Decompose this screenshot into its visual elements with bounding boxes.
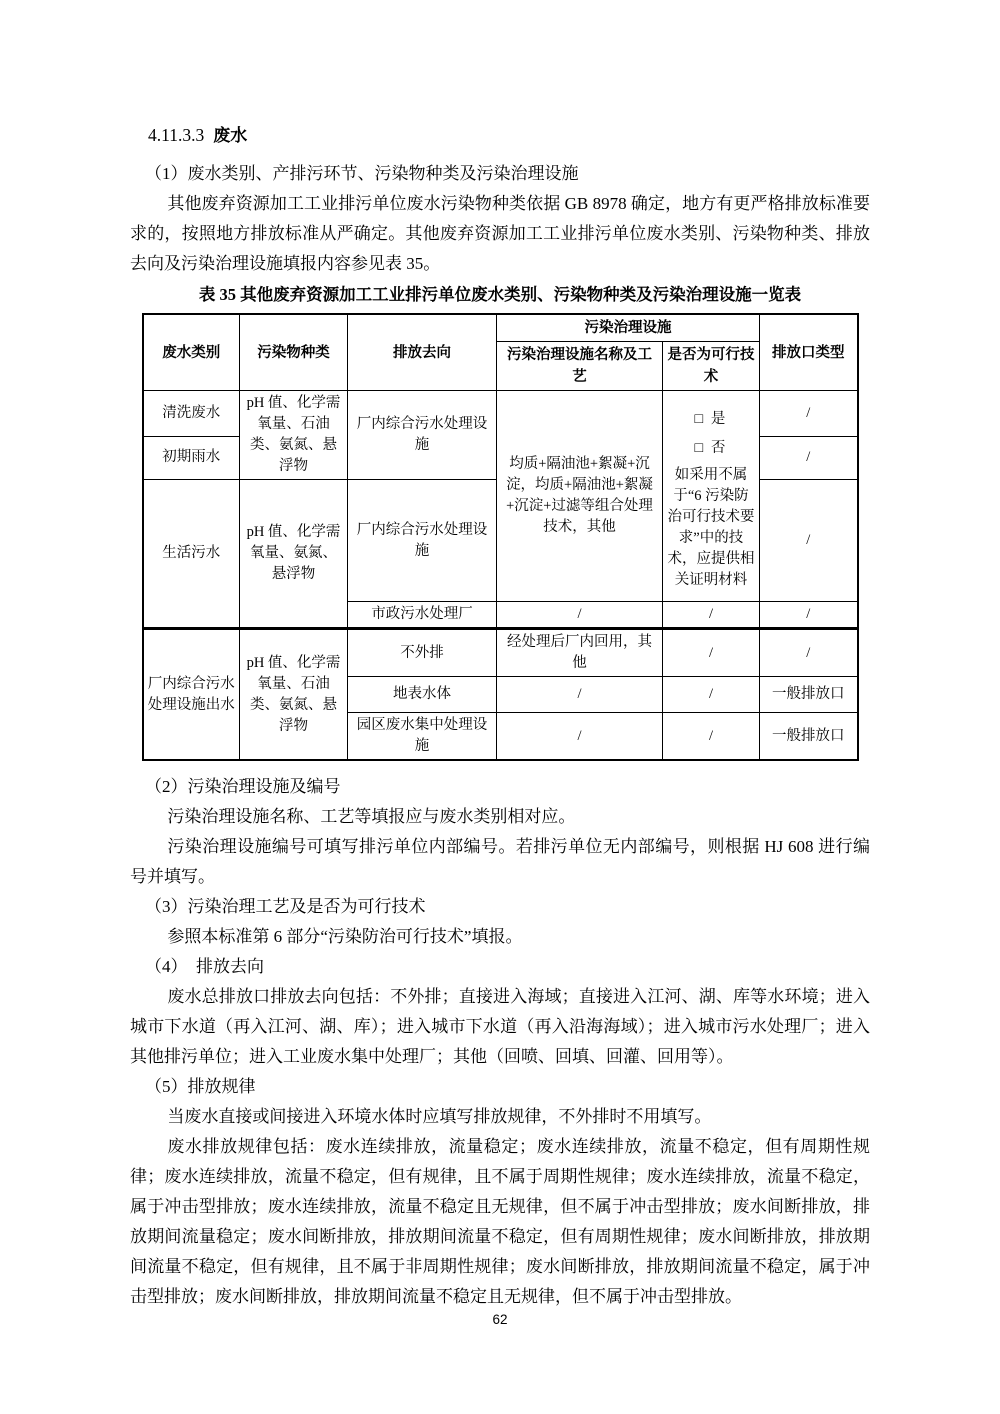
header-facility-name-process: 污染治理设施名称及工艺 xyxy=(497,342,663,391)
cell-process-reuse: 经处理后厂内回用，其他 xyxy=(497,629,663,677)
paragraph-4: 废水总排放口排放去向包括：不外排；直接进入海域；直接进入江河、湖、库等水环境；进入城市下水道（再入江河、湖、库）；进入城市下水道（再入沿海海域）；进入城市污水处理厂；进入其他排污单位；进入工业废水集中处理厂；其他（回喷、回填、回灌、回用等）。 xyxy=(130,987,870,1066)
cell-feasible-tech xyxy=(663,391,760,602)
cell-process-slash-2: / xyxy=(497,677,663,713)
cell-outlet-slash-1: / xyxy=(760,391,858,437)
cell-outlet-slash-2: / xyxy=(760,436,858,479)
list-item-3: （3）污染治理工艺及是否为可行技术 xyxy=(145,897,426,916)
table-35 xyxy=(142,313,859,761)
cell-outlet-slash-4: / xyxy=(760,602,858,629)
cell-outlet-general-2: 一般排放口 xyxy=(760,713,858,761)
cell-pollutants-effluent: pH 值、化学需氧量、石油类、氨氮、悬浮物 xyxy=(240,629,348,761)
cell-outlet-slash-5: / xyxy=(760,629,858,677)
cell-dest-nodischarge: 不外排 xyxy=(348,629,497,677)
feasible-no-checkbox: □ 否 xyxy=(694,439,728,456)
cell-type-effluent: 厂内综合污水处理设施出水 xyxy=(143,629,240,761)
cell-dest-factory-2: 厂内综合污水处理设施 xyxy=(348,480,497,602)
paragraph-5a: 当废水直接或间接进入环境水体时应填写排放规律，不外排时不用填写。 xyxy=(167,1107,712,1126)
section-number: 4.11.3.3 xyxy=(148,125,205,145)
table-row-effluent-nodischarge xyxy=(143,629,858,677)
cell-dest-surface: 地表水体 xyxy=(348,677,497,713)
feasible-note: 如采用不属于“6 污染防治可行技术要求”中的技术，应提供相关证明材料 xyxy=(667,466,755,588)
table-header-row-1 xyxy=(143,314,858,342)
table-caption: 表 35 其他废弃资源加工工业排污单位废水类别、污染物种类及污染治理设施一览表 xyxy=(198,285,802,304)
cell-feasible-slash-1: / xyxy=(663,602,760,629)
cell-dest-park: 园区废水集中处理设施 xyxy=(348,713,497,761)
cell-process-combo: 均质+隔油池+絮凝+沉淀，均质+隔油池+絮凝+沉淀+过滤等组合处理技术，其他 xyxy=(497,391,663,602)
page-number: 62 xyxy=(492,1312,508,1327)
header-feasible-tech: 是否为可行技术 xyxy=(663,342,760,391)
paragraph-2b: 污染治理设施编号可填写排污单位内部编号。若排污单位无内部编号，则根据 HJ 608 进行编号并填写。 xyxy=(130,837,870,886)
header-outlet-type: 排放口类型 xyxy=(760,314,858,391)
cell-feasible-slash-2: / xyxy=(663,629,760,677)
cell-dest-factory-1: 厂内综合污水处理设施 xyxy=(348,391,497,480)
cell-type-cleaning: 清洗废水 xyxy=(143,391,240,437)
header-pollutant-type: 污染物种类 xyxy=(240,314,348,391)
cell-type-rainwater: 初期雨水 xyxy=(143,436,240,479)
table-row-cleaning-wastewater xyxy=(143,391,858,437)
header-treatment-facility-group: 污染治理设施 xyxy=(497,314,760,342)
cell-process-slash-1: / xyxy=(497,602,663,629)
section-heading xyxy=(148,120,870,151)
list-item-4: （4） 排放去向 xyxy=(145,957,264,976)
paragraph-3: 参照本标准第 6 部分“污染防治可行技术”填报。 xyxy=(167,927,523,946)
cell-outlet-general-1: 一般排放口 xyxy=(760,677,858,713)
header-discharge-destination: 排放去向 xyxy=(348,314,497,391)
cell-feasible-slash-4: / xyxy=(663,713,760,761)
cell-feasible-slash-3: / xyxy=(663,677,760,713)
list-item-1: （1）废水类别、产排污环节、污染物种类及污染治理设施 xyxy=(145,164,579,183)
section-title: 废水 xyxy=(213,126,248,145)
cell-pollutants-domestic: pH 值、化学需氧量、氨氮、悬浮物 xyxy=(240,480,348,629)
cell-pollutants-cleaning-rain: pH 值、化学需氧量、石油类、氨氮、悬浮物 xyxy=(240,391,348,480)
paragraph-5b: 废水排放规律包括：废水连续排放，流量稳定；废水连续排放，流量不稳定，但有周期性规律；废水连续排放，流量不稳定，但有规律，且不属于周期性规律；废水连续排放，流量不稳定，属于冲击型排放；废水连续排放，流量不稳定且无规律，但不属于冲击型排放；废水间断排放，排放期间流量稳定；废水间断排放，排放期间流量不稳定，但有周期性规律；废水间断排放，排放期间流量不稳定，但有规律，且不属于非周期性规律；废水间断排放，排放期间流量不稳定，属于冲击型排放；废水间断排放，排放期间流量不稳定且无规律，但不属于冲击型排放。 xyxy=(130,1137,870,1306)
paragraph-2a: 污染治理设施名称、工艺等填报应与废水类别相对应。 xyxy=(167,807,576,826)
feasible-yes-checkbox: □ 是 xyxy=(694,410,728,427)
cell-dest-municipal: 市政污水处理厂 xyxy=(348,602,497,629)
cell-process-slash-3: / xyxy=(497,713,663,761)
cell-outlet-slash-3: / xyxy=(760,480,858,602)
cell-type-domestic: 生活污水 xyxy=(143,480,240,629)
list-item-2: （2）污染治理设施及编号 xyxy=(145,777,341,796)
paragraph-1: 其他废弃资源加工工业排污单位废水污染物种类依据 GB 8978 确定，地方有更严格排放标准要求的，按照地方排放标准从严确定。其他废弃资源加工工业排污单位废水类别、污染物种类、排放去向及污染治理设施填报内容参见表 35。 xyxy=(130,194,870,273)
header-wastewater-type: 废水类别 xyxy=(143,314,240,391)
list-item-5: （5）排放规律 xyxy=(145,1077,256,1096)
